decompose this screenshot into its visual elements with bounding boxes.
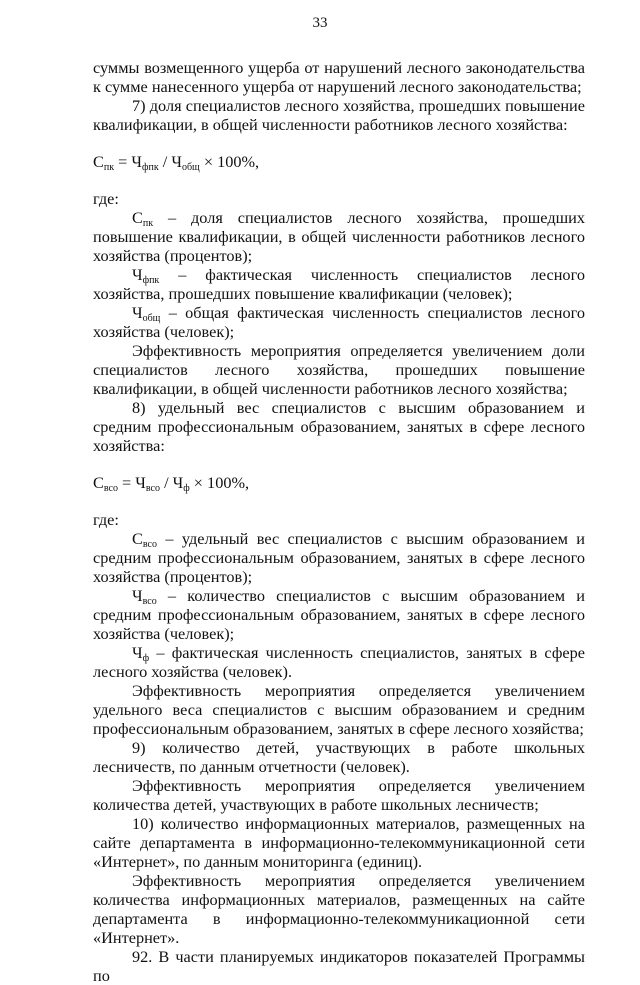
definition-svso: $С_{всо}$ – удельный вес специалистов с высшим образованием и средним профессиональным образованием, занятых в сфере лесного хозяйства (процентов); bbox=[93, 529, 585, 586]
where-label-2: где: bbox=[93, 510, 119, 529]
effectiveness-9: Эффективность мероприятия определяется увеличением количества детей, участвующих в работе школьных лесничеств; bbox=[93, 776, 585, 814]
definition-chvso: $Ч_{всо}$ – количество специалистов с высшим образованием и средним профессиональным образованием, занятых в сфере лесного хозяйства (человек); bbox=[93, 586, 585, 643]
where-label-1: где: bbox=[93, 189, 119, 208]
item-8-heading: 8) удельный вес специалистов с высшим образованием и средним профессиональным образованием, занятых в сфере лесного хозяйства: bbox=[93, 398, 585, 455]
item-7-heading: 7) доля специалистов лесного хозяйства, прошедших повышение квалификации, в общей численности работников лесного хозяйства: bbox=[93, 96, 585, 134]
formula-spk: $С_{пк} = Ч_{фпк} / Ч_{общ} \times 100\%$, bbox=[93, 152, 260, 173]
formula-svso: $С_{всо} = Ч_{всо} / Ч_ф \times 100\%$, bbox=[93, 473, 250, 494]
paragraph-92: 92. В части планируемых индикаторов показателей Программы по bbox=[93, 947, 585, 985]
definition-chf: $Ч_ф$ – фактическая численность специалистов, занятых в сфере лесного хозяйства (человек). bbox=[93, 643, 585, 681]
paragraph-damage-ratio: суммы возмещенного ущерба от нарушений лесного законодательства к сумме нанесенного ущерба от нарушений лесного законодательства; bbox=[93, 58, 585, 96]
effectiveness-7: Эффективность мероприятия определяется увеличением доли специалистов лесного хозяйства, прошедших повышение квалификации, в общей численности работников лесного хозяйства; bbox=[93, 341, 585, 398]
effectiveness-8: Эффективность мероприятия определяется увеличением удельного веса специалистов с высшим образованием и средним профессиональным образованием, занятых в сфере лесного хозяйства; bbox=[93, 681, 585, 738]
item-10-heading: 10) количество информационных материалов, размещенных на сайте департамента в информационно-телекоммуникационной сети «Интернет», по данным мониторинга (единиц). bbox=[93, 814, 585, 871]
page-body bbox=[93, 58, 585, 985]
page-number: 33 bbox=[312, 15, 328, 31]
definition-chobsh: $Ч_{общ}$ – общая фактическая численность специалистов лесного хозяйства (человек); bbox=[93, 303, 585, 341]
definition-chfpk: $Ч_{фпк}$ – фактическая численность специалистов лесного хозяйства, прошедших повышение квалификации (человек); bbox=[93, 265, 585, 303]
effectiveness-10: Эффективность мероприятия определяется увеличением количества информационных материалов, размещенных на сайте департамента в информационно-телекоммуникационной сети «Интернет». bbox=[93, 871, 585, 947]
definition-spk: $С_{пк}$ – доля специалистов лесного хозяйства, прошедших повышение квалификации, в общей численности работников лесного хозяйства (процентов); bbox=[93, 208, 585, 265]
item-9-heading: 9) количество детей, участвующих в работе школьных лесничеств, по данным отчетности (человек). bbox=[93, 738, 585, 776]
